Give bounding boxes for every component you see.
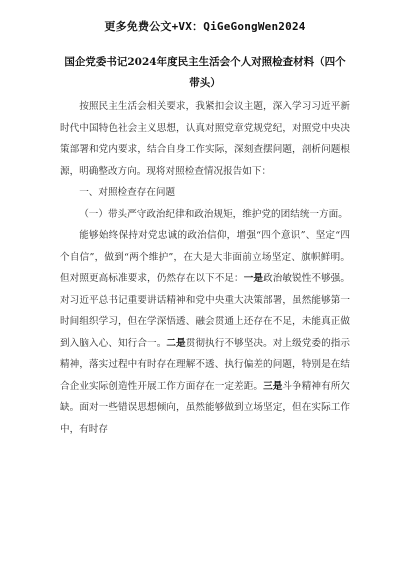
section-heading: 一、对照检查存在问题 — [79, 187, 176, 198]
body-paragraph — [60, 225, 350, 440]
intro-paragraph: 按照民主生活会相关要求，我紧扣会议主题，深入学习习近平新时代中国特色社会主义思想，认真对照党章党规党纪，对照党中央决策部署和党内要求，结合自身工作实际，深刻查摆问题，剖析问题根源，明确整改方向。现将对照检查情况报告如下： — [60, 101, 350, 177]
document-body — [60, 96, 350, 440]
paragraph-text: 贯彻执行不够坚决。对上级党委的指示精神，落实过程中有时存在理解不透、执行偏差的问题，特别是在结合企业实际创造性开展工作方面存在一定差距。 — [60, 337, 351, 392]
point-keyword: 三是 — [263, 380, 283, 392]
paragraph-text: 斗争精神有所欠缺。面对一些错误思想倾向，虽然能够做到立场坚定，但在实际工作中，有时存 — [60, 380, 351, 435]
paragraph-text: 政治敏锐性不够强。对习近平总书记重要讲话精神和党中央重大决策部署，虽然能够第一时间组织学习，但在学深悟透、融会贯通上还存在不足，未能真正做到入脑入心、知行合一。 — [60, 273, 351, 349]
point-keyword: 二是 — [166, 337, 186, 349]
point-keyword: 一是 — [243, 273, 264, 284]
document-title: 国企党委书记2024年度民主生活会个人对照检查材料（四个带头） — [64, 56, 346, 89]
promo-banner: 更多免费公文+VX：QiGeGongWen2024 — [104, 20, 306, 33]
subsection-heading: （一）带头严守政治纪律和政治规矩，维护党的团结统一方面。 — [79, 208, 348, 220]
paragraph-text: 能够始终保持对党忠诚的政治信仰，增强“四个意识”、坚定“四个自信”，做到“两个维护”，在大是大非面前立场坚定、旗帜鲜明。但对照更高标准要求，仍然存在以下不足： — [60, 230, 350, 284]
